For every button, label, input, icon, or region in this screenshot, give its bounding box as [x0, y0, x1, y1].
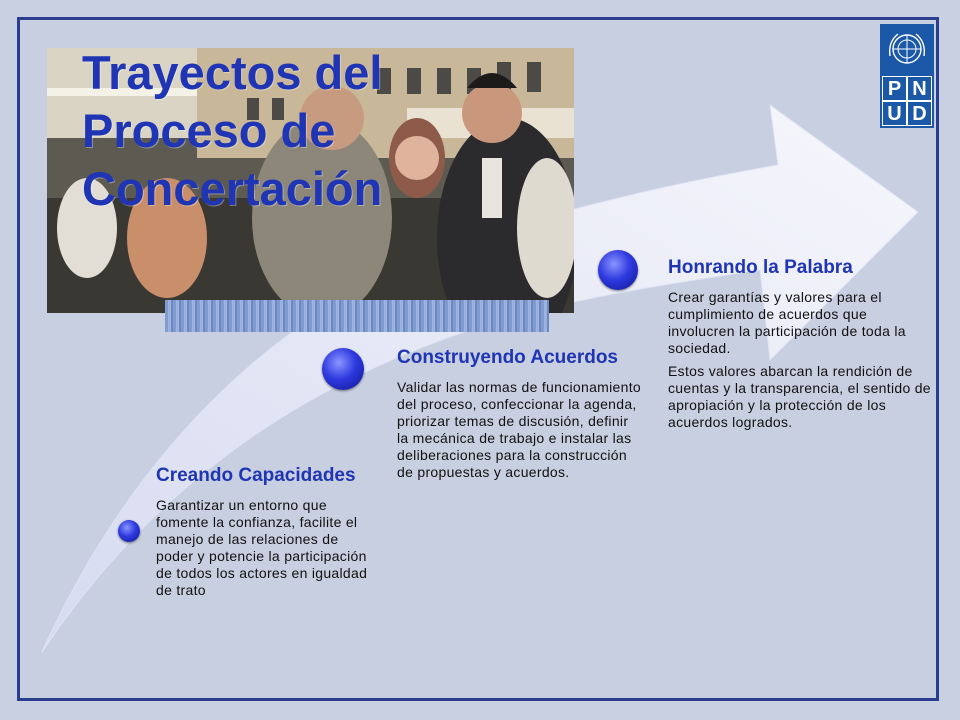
logo-letter-u: U — [882, 101, 907, 126]
step-marker-1 — [118, 520, 140, 542]
step-marker-3 — [598, 250, 638, 290]
step-construyendo-acuerdos — [397, 346, 642, 487]
logo-letter-p: P — [882, 76, 907, 101]
page-title: Trayectos del Proceso de Concertación — [82, 46, 383, 215]
step-text: Estos valores abarcan la rendición de cuentas y la transparencia, el sentido de apropiación y la protección de los acuerdos logrados. — [668, 363, 931, 430]
photo-caption-strip — [165, 300, 549, 332]
logo-letter-n: N — [907, 76, 932, 101]
step-heading: Construyendo Acuerdos — [397, 347, 618, 368]
step-text: Garantizar un entorno que fomente la confianza, facilite el manejo de las relaciones de poder y potencie la participación de todos los actores en igualdad de trato — [156, 497, 368, 598]
step-marker-2 — [322, 348, 364, 390]
step-heading: Creando Capacidades — [156, 465, 356, 486]
step-heading: Honrando la Palabra — [668, 257, 853, 278]
un-emblem-icon — [884, 28, 930, 70]
step-creando-capacidades — [156, 464, 378, 605]
step-text: Validar las normas de funcionamiento del proceso, confeccionar la agenda, priorizar temas de discusión, definir la mecánica de trabajo e instalar las deliberaciones para la construcción de propuestas y acuerdos. — [397, 379, 642, 480]
step-text: Crear garantías y valores para el cumplimiento de acuerdos que involucren la participación de toda la sociedad. — [668, 289, 906, 356]
step-honrando-la-palabra — [668, 256, 932, 437]
pnud-logo — [880, 24, 934, 128]
logo-letter-d: D — [907, 101, 932, 126]
